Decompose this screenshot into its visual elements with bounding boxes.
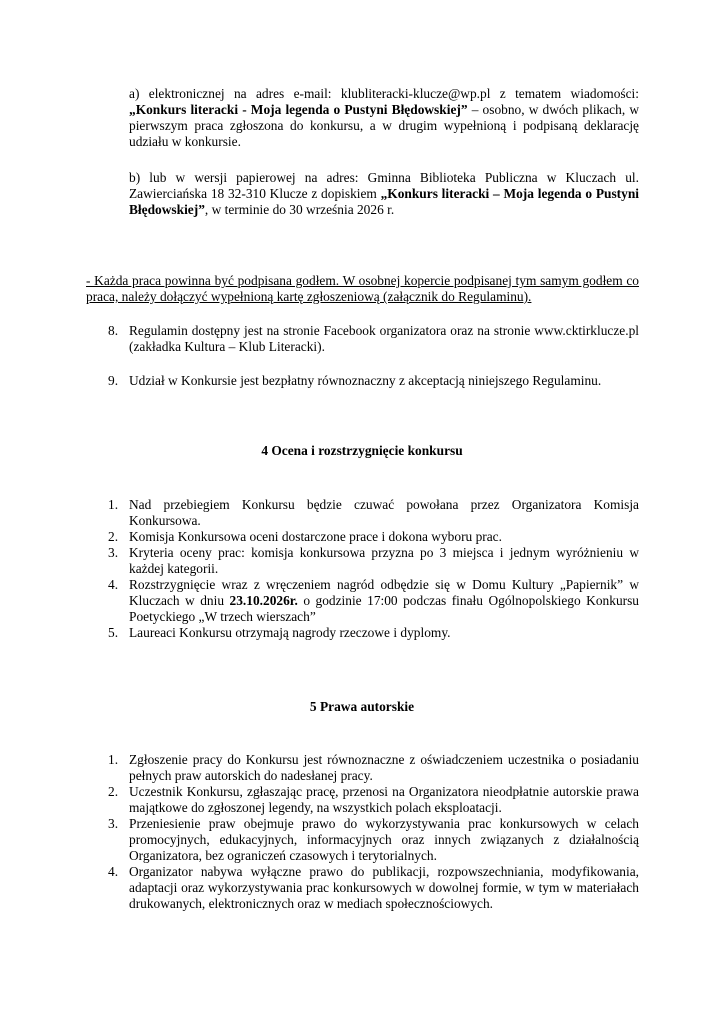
list-number: 3.: [108, 816, 119, 831]
list-number: 9.: [108, 373, 119, 388]
list-item: [108, 545, 639, 577]
list-text: Uczestnik Konkursu, zgłaszając pracę, przenosi na Organizatora nieodpłatnie autorskie prawa majątkowe do zgłoszonej legendy, na wszystkich polach eksploatacji.: [129, 784, 639, 815]
text: b) lub w wersji papierowej na adres: Gminna Biblioteka Publiczna w Kluczach ul. Zawierciańska 18 32-310 Klucze z dopiskiem: [129, 170, 639, 201]
list-text: Udział w Konkursie jest bezpłatny równoznaczny z akceptacją niniejszego Regulaminu.: [129, 373, 602, 388]
list-text: Zgłoszenie pracy do Konkursu jest równoznaczne z oświadczeniem uczestnika o posiadaniu pełnych praw autorskich do nadesłanej pracy.: [129, 752, 639, 783]
list-item: [108, 816, 639, 864]
list-number: 1.: [108, 752, 119, 767]
paragraph-submission-paper: [129, 170, 639, 218]
event-date-bold: 23.10.2026r.: [229, 593, 298, 608]
list-section5: [108, 752, 639, 912]
list-text: Laureaci Konkursu otrzymają nagrody rzeczowe i dyplomy.: [129, 625, 451, 640]
list-number: 4.: [108, 864, 119, 879]
list-number: 5.: [108, 625, 119, 640]
section-heading: 4 Ocena i rozstrzygnięcie konkursu: [261, 443, 463, 458]
list-item: [108, 373, 639, 389]
text: – osobno, w dwóch plikach, w pierwszym praca zgłoszona do konkursu, a w drugim wypełnioną i podpisaną deklarację udziału w konkursie.: [129, 102, 639, 149]
text: , w terminie do 30 września 2026 r.: [204, 202, 395, 217]
list-section4: [108, 497, 639, 641]
paragraph-signature-note: - Każda praca powinna być podpisana godłem. W osobnej kopercie podpisanej tym samym godłem co praca, należy dołączyć wypełnioną kartę zgłoszeniową (załącznik do Regulaminu).: [86, 273, 639, 304]
contest-title-bold: „Konkurs literacki - Moja legenda o Pustyni Błędowskiej”: [129, 102, 468, 117]
list-item: [108, 323, 639, 355]
list-text: Regulamin dostępny jest na stronie Facebook organizatora oraz na stronie www.cktirklucze.pl (zakładka Kultura – Klub Literacki).: [129, 323, 639, 354]
text: a) elektronicznej na adres e-mail: klubliteracki-klucze@wp.pl z tematem wiadomości:: [129, 86, 639, 101]
list-number: 8.: [108, 323, 119, 338]
list-item: [108, 497, 639, 529]
list-section3-b: [108, 373, 639, 389]
list-number: 4.: [108, 577, 119, 592]
contest-title-bold: „Konkurs literacki – Moja legenda o Pustyni Błędowskiej”: [129, 186, 639, 217]
list-text: o godzinie 17:00 podczas finału Ogólnopolskiego Konkursu Poetyckiego „W trzech wierszach”: [129, 593, 640, 624]
list-number: 2.: [108, 529, 119, 544]
list-number: 1.: [108, 497, 119, 512]
list-text: Rozstrzygnięcie wraz z wręczeniem nagród odbędzie się w Domu Kultury „Papiernik” w Kluczach w dniu: [129, 577, 639, 608]
list-number: 2.: [108, 784, 119, 799]
section-heading: 5 Prawa autorskie: [309, 699, 415, 714]
list-item: [108, 625, 639, 641]
list-text: Komisja Konkursowa oceni dostarczone prace i dokona wyboru prac.: [129, 529, 502, 544]
list-text: Kryteria oceny prac: komisja konkursowa przyzna po 3 miejsca i jednym wyróżnieniu w każdej kategorii.: [129, 545, 639, 576]
list-item: [108, 752, 639, 784]
list-item: [108, 529, 639, 545]
paragraph-submission-email: [129, 86, 639, 150]
list-text: Organizator nabywa wyłączne prawo do publikacji, rozpowszechniania, modyfikowania, adaptacji oraz wykorzystywania prac konkursowych w dowolnej formie, w tym w materiałach drukowanych, elektronicznych oraz w mediach społecznościowych.: [129, 864, 639, 911]
list-text: Przeniesienie praw obejmuje prawo do wykorzystywania prac konkursowych w celach promocyjnych, edukacyjnych, informacyjnych oraz innych związanych z działalnością Organizatora, bez ograniczeń czasowych i terytorialnych.: [129, 816, 639, 863]
list-number: 3.: [108, 545, 119, 560]
list-item: [108, 784, 639, 816]
list-item: [108, 577, 639, 625]
list-text: Nad przebiegiem Konkursu będzie czuwać powołana przez Organizatora Komisja Konkursowa.: [129, 497, 639, 528]
list-section3: [108, 323, 639, 355]
list-item: [108, 864, 639, 912]
